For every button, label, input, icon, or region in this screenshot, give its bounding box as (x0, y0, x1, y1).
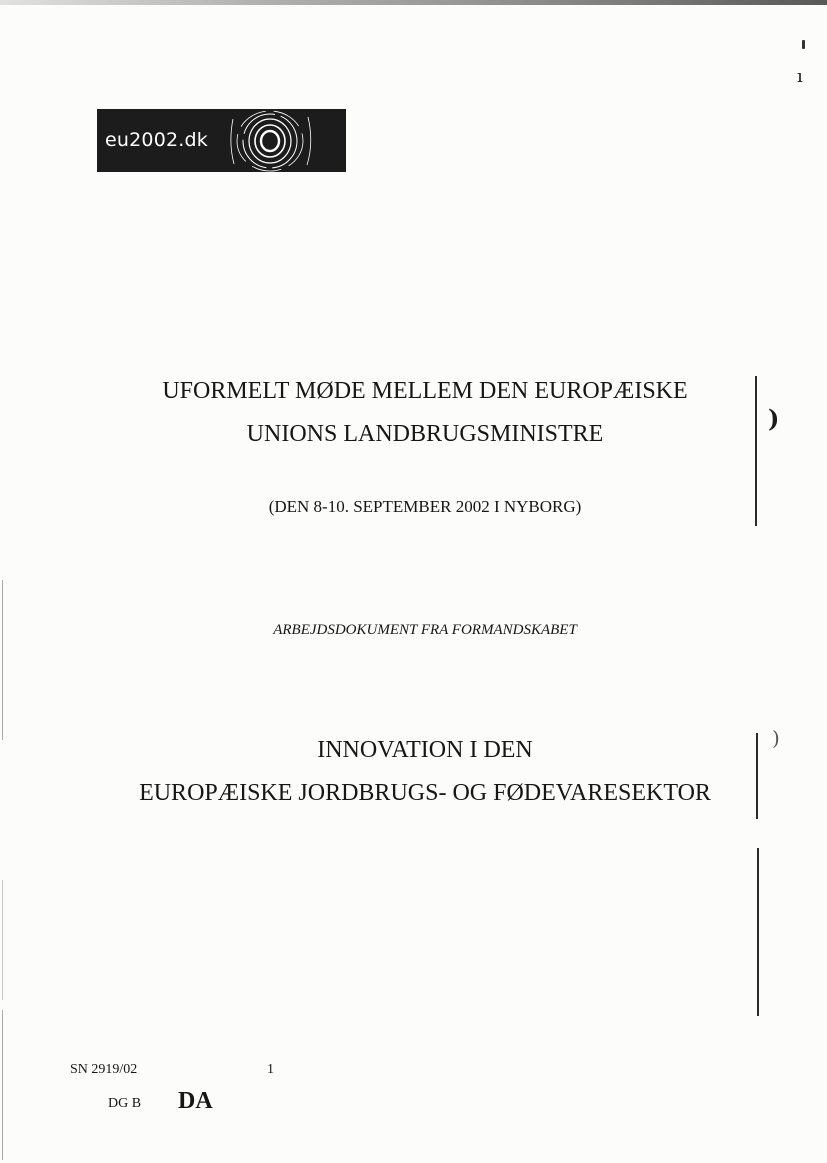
page-number: 1 (267, 1062, 274, 1077)
eu2002-logo (97, 109, 346, 172)
scan-speck-mark: ı (797, 66, 803, 87)
title-line-2: UNIONS LANDBRUGSMINISTRE (246, 421, 604, 447)
language-code: DA (178, 1088, 213, 1114)
scan-left-edge (2, 880, 3, 1000)
document-reference: SN 2919/02 (70, 1062, 138, 1077)
meeting-date: (DEN 8-10. SEPTEMBER 2002 I NYBORG) (268, 497, 582, 516)
spiral-logo-icon (228, 109, 314, 172)
document-type: ARBEJDSDOKUMENT FRA FORMANDSKABET (273, 622, 577, 638)
topic-line-2: EUROPÆISKE JORDBRUGS- OG FØDEVARESEKTOR (139, 780, 711, 806)
scan-left-edge (2, 1010, 3, 1160)
logo-text: eu2002.dk (105, 129, 208, 151)
margin-bar (756, 733, 758, 819)
margin-bar (757, 848, 759, 1016)
margin-bar (755, 376, 757, 526)
binder-hole-mark: ) (772, 726, 780, 750)
scan-left-edge (2, 580, 3, 740)
directorate-code: DG B (108, 1096, 142, 1111)
topic-line-1: INNOVATION I DEN (317, 737, 533, 763)
title-line-1: UFORMELT MØDE MELLEM DEN EUROPÆISKE (162, 378, 688, 404)
scan-top-edge (0, 0, 827, 5)
binder-hole-mark: ) (768, 404, 780, 433)
scan-speck-mark (802, 40, 805, 49)
